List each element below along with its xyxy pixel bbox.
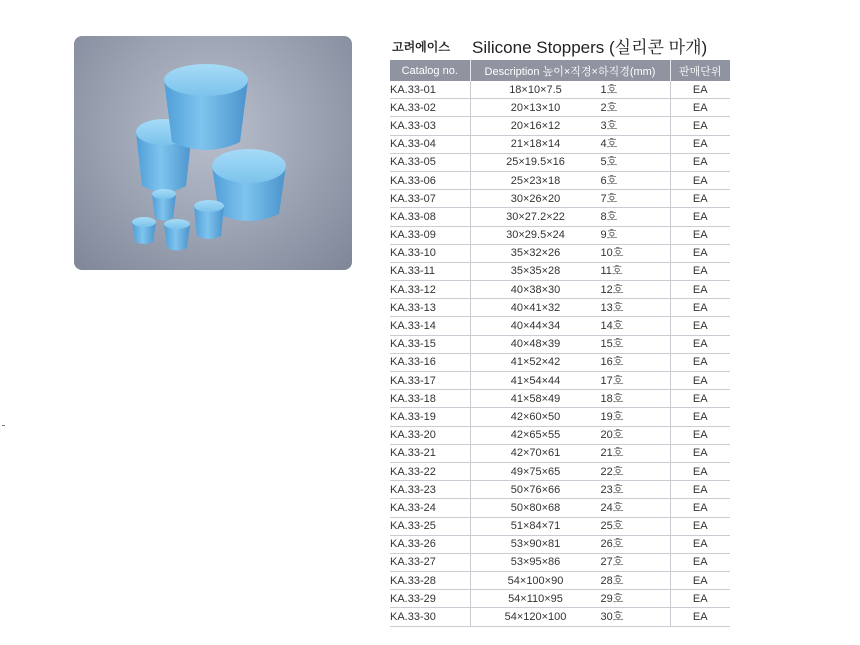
sales-unit: EA — [670, 572, 730, 590]
sales-unit: EA — [670, 281, 730, 299]
sales-unit: EA — [670, 372, 730, 390]
dimensions: 54×110×95 — [508, 592, 563, 605]
description-cell — [470, 190, 670, 208]
catalog-number: KA.33-27 — [390, 553, 470, 571]
catalog-number: KA.33-22 — [390, 462, 470, 480]
description-cell — [470, 353, 670, 371]
dimensions: 35×35×28 — [510, 265, 561, 278]
description-cell — [470, 372, 670, 390]
catalog-number: KA.33-06 — [390, 171, 470, 189]
product-photo — [74, 36, 352, 270]
catalog-number: KA.33-14 — [390, 317, 470, 335]
catalog-number: KA.33-29 — [390, 590, 470, 608]
sales-unit: EA — [670, 226, 730, 244]
catalog-number: KA.33-18 — [390, 390, 470, 408]
size-number: 3호 — [600, 119, 618, 132]
sales-unit: EA — [670, 353, 730, 371]
table-row — [390, 281, 730, 299]
size-number: 25호 — [600, 520, 624, 533]
sales-unit: EA — [670, 190, 730, 208]
table-row — [390, 262, 730, 280]
size-number: 12호 — [600, 283, 624, 296]
catalog-number: KA.33-01 — [390, 81, 470, 99]
description-cell — [470, 444, 670, 462]
sales-unit: EA — [670, 335, 730, 353]
dimensions: 40×38×30 — [510, 283, 561, 296]
size-number: 2호 — [600, 101, 618, 114]
size-number: 30호 — [600, 611, 624, 624]
dimensions: 30×29.5×24 — [506, 229, 565, 242]
dimensions: 40×44×34 — [510, 320, 561, 333]
size-number: 22호 — [600, 465, 624, 478]
sales-unit: EA — [670, 171, 730, 189]
catalog-number: KA.33-26 — [390, 535, 470, 553]
sales-unit: EA — [670, 262, 730, 280]
dimensions: 25×19.5×16 — [506, 156, 565, 169]
dimensions: 21×18×14 — [510, 138, 561, 151]
table-row — [390, 135, 730, 153]
brand-name: 고려에이스 — [392, 40, 450, 54]
edge-mark — [2, 425, 5, 426]
sales-unit: EA — [670, 553, 730, 571]
description-cell — [470, 572, 670, 590]
table-header-row — [390, 60, 730, 81]
size-number: 19호 — [600, 410, 624, 423]
table-row — [390, 99, 730, 117]
dimensions: 35×32×26 — [510, 247, 561, 260]
catalog-number: KA.33-24 — [390, 499, 470, 517]
table-row — [390, 608, 730, 626]
catalog-number: KA.33-11 — [390, 262, 470, 280]
description-cell — [470, 499, 670, 517]
sales-unit: EA — [670, 299, 730, 317]
size-number: 13호 — [600, 301, 624, 314]
catalog-number: KA.33-03 — [390, 117, 470, 135]
size-number: 26호 — [600, 538, 624, 551]
dimensions: 50×76×66 — [510, 483, 561, 496]
description-cell — [470, 462, 670, 480]
table-row — [390, 553, 730, 571]
table-row — [390, 572, 730, 590]
size-number: 17호 — [600, 374, 624, 387]
description-cell — [470, 590, 670, 608]
table-row — [390, 317, 730, 335]
sales-unit: EA — [670, 535, 730, 553]
catalog-number: KA.33-10 — [390, 244, 470, 262]
product-table — [390, 60, 730, 627]
dimensions: 30×26×20 — [510, 192, 561, 205]
dimensions: 50×80×68 — [510, 501, 561, 514]
size-number: 9호 — [600, 229, 618, 242]
sales-unit: EA — [670, 99, 730, 117]
catalog-number: KA.33-25 — [390, 517, 470, 535]
description-cell — [470, 335, 670, 353]
dimensions: 30×27.2×22 — [506, 210, 565, 223]
table-row — [390, 408, 730, 426]
table-row — [390, 390, 730, 408]
sales-unit: EA — [670, 481, 730, 499]
description-cell — [470, 208, 670, 226]
size-number: 18호 — [600, 392, 624, 405]
catalog-number: KA.33-20 — [390, 426, 470, 444]
table-row — [390, 372, 730, 390]
sales-unit: EA — [670, 462, 730, 480]
description-cell — [470, 390, 670, 408]
catalog-number: KA.33-15 — [390, 335, 470, 353]
catalog-number: KA.33-28 — [390, 572, 470, 590]
size-number: 24호 — [600, 501, 624, 514]
description-cell — [470, 153, 670, 171]
sales-unit: EA — [670, 608, 730, 626]
dimensions: 53×90×81 — [510, 538, 561, 551]
dimensions: 42×60×50 — [510, 410, 561, 423]
table-row — [390, 535, 730, 553]
catalog-number: KA.33-30 — [390, 608, 470, 626]
size-number: 16호 — [600, 356, 624, 369]
description-cell — [470, 553, 670, 571]
description-cell — [470, 81, 670, 99]
sales-unit: EA — [670, 390, 730, 408]
catalog-number: KA.33-04 — [390, 135, 470, 153]
description-cell — [470, 262, 670, 280]
sales-unit: EA — [670, 81, 730, 99]
sales-unit: EA — [670, 499, 730, 517]
table-row — [390, 335, 730, 353]
dimensions: 41×54×44 — [510, 374, 561, 387]
table-row — [390, 481, 730, 499]
sales-unit: EA — [670, 317, 730, 335]
catalog-number: KA.33-08 — [390, 208, 470, 226]
description-cell — [470, 517, 670, 535]
catalog-number: KA.33-09 — [390, 226, 470, 244]
table-row — [390, 190, 730, 208]
description-cell — [470, 135, 670, 153]
catalog-number: KA.33-17 — [390, 372, 470, 390]
catalog-number: KA.33-12 — [390, 281, 470, 299]
size-number: 27호 — [600, 556, 624, 569]
sales-unit: EA — [670, 426, 730, 444]
sales-unit: EA — [670, 153, 730, 171]
sales-unit: EA — [670, 135, 730, 153]
sales-unit: EA — [670, 517, 730, 535]
table-row — [390, 462, 730, 480]
size-number: 14호 — [600, 320, 624, 333]
table-row — [390, 153, 730, 171]
dimensions: 49×75×65 — [510, 465, 561, 478]
dimensions: 53×95×86 — [510, 556, 561, 569]
dimensions: 51×84×71 — [510, 520, 561, 533]
description-cell — [470, 99, 670, 117]
description-cell — [470, 117, 670, 135]
table-row — [390, 81, 730, 99]
table-row — [390, 499, 730, 517]
dimensions: 41×58×49 — [510, 392, 561, 405]
sales-unit: EA — [670, 590, 730, 608]
description-cell — [470, 426, 670, 444]
size-number: 10호 — [600, 247, 624, 260]
description-cell — [470, 608, 670, 626]
table-row — [390, 426, 730, 444]
size-number: 29호 — [600, 592, 624, 605]
description-cell — [470, 171, 670, 189]
page-title: Silicone Stoppers (실리콘 마개) — [472, 38, 708, 57]
dimensions: 20×16×12 — [510, 119, 561, 132]
dimensions: 54×120×100 — [504, 611, 567, 624]
catalog-number: KA.33-05 — [390, 153, 470, 171]
size-number: 15호 — [600, 338, 624, 351]
table-row — [390, 117, 730, 135]
size-number: 8호 — [600, 210, 618, 223]
catalog-number: KA.33-19 — [390, 408, 470, 426]
silicone-stoppers-image — [74, 36, 352, 270]
size-number: 4호 — [600, 138, 618, 151]
dimensions: 42×65×55 — [510, 429, 561, 442]
table-row — [390, 171, 730, 189]
catalog-number: KA.33-02 — [390, 99, 470, 117]
size-number: 20호 — [600, 429, 624, 442]
table-row — [390, 590, 730, 608]
table-row — [390, 208, 730, 226]
table-row — [390, 444, 730, 462]
sales-unit: EA — [670, 117, 730, 135]
description-cell — [470, 226, 670, 244]
table-row — [390, 226, 730, 244]
dimensions: 40×41×32 — [510, 301, 561, 314]
size-number: 5호 — [600, 156, 618, 169]
table-row — [390, 244, 730, 262]
sales-unit: EA — [670, 244, 730, 262]
size-number: 23호 — [600, 483, 624, 496]
size-number: 11호 — [600, 265, 623, 278]
catalog-number: KA.33-13 — [390, 299, 470, 317]
description-cell — [470, 535, 670, 553]
size-number: 1호 — [600, 83, 618, 96]
dimensions: 25×23×18 — [510, 174, 561, 187]
description-cell — [470, 299, 670, 317]
column-header-catalog: Catalog no. — [390, 60, 470, 81]
description-cell — [470, 317, 670, 335]
sales-unit: EA — [670, 444, 730, 462]
dimensions: 40×48×39 — [510, 338, 561, 351]
table-row — [390, 299, 730, 317]
sales-unit: EA — [670, 408, 730, 426]
dimensions: 54×100×90 — [507, 574, 564, 587]
catalog-number: KA.33-07 — [390, 190, 470, 208]
description-cell — [470, 408, 670, 426]
dimensions: 20×13×10 — [510, 101, 561, 114]
table-row — [390, 353, 730, 371]
size-number: 7호 — [600, 192, 618, 205]
catalog-number: KA.33-23 — [390, 481, 470, 499]
size-number: 6호 — [600, 174, 618, 187]
sales-unit: EA — [670, 208, 730, 226]
description-cell — [470, 481, 670, 499]
catalog-number: KA.33-16 — [390, 353, 470, 371]
catalog-number: KA.33-21 — [390, 444, 470, 462]
dimensions: 18×10×7.5 — [509, 83, 562, 96]
column-header-description: Description 높이×직경×하직경(mm) — [470, 60, 670, 81]
table-row — [390, 517, 730, 535]
description-cell — [470, 244, 670, 262]
column-header-unit: 판매단위 — [670, 60, 730, 81]
dimensions: 41×52×42 — [510, 356, 561, 369]
description-cell — [470, 281, 670, 299]
dimensions: 42×70×61 — [510, 447, 561, 460]
size-number: 21호 — [600, 447, 624, 460]
size-number: 28호 — [600, 574, 624, 587]
